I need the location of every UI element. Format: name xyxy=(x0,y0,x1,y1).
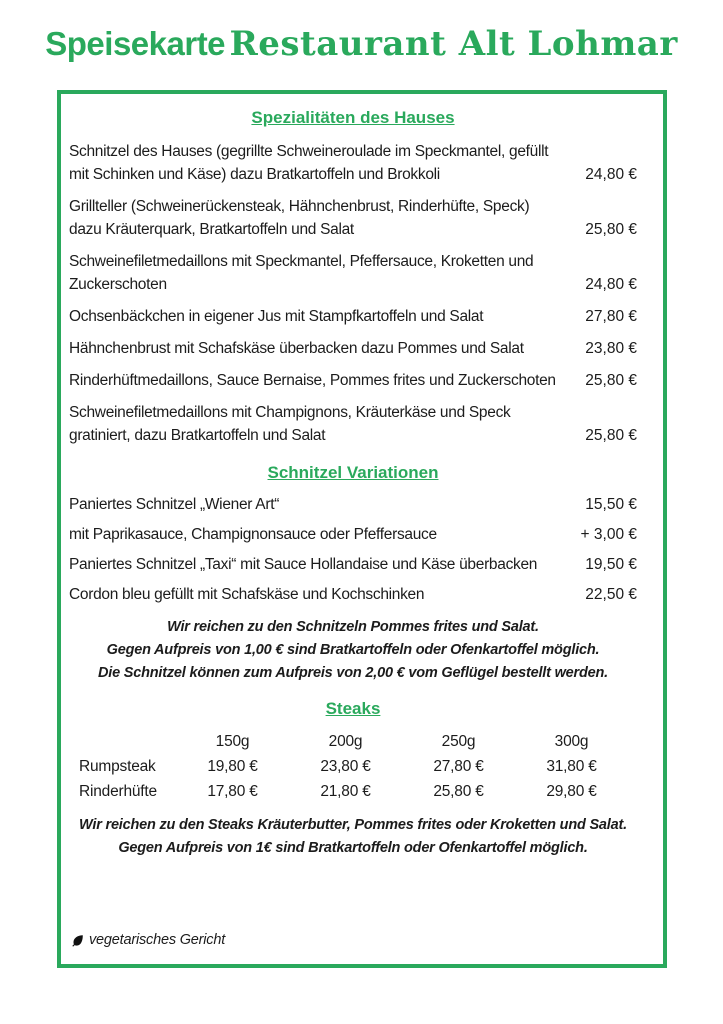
menu-item xyxy=(69,369,637,392)
menu-item xyxy=(69,140,637,186)
menu-item xyxy=(69,583,637,606)
item-line: Ochsenbäckchen in eigener Jus mit Stampfkartoffeln und Salat xyxy=(69,308,484,325)
steaks-table xyxy=(69,729,637,804)
steak-weight-header: 150g xyxy=(215,733,250,750)
item-price: 25,80 € xyxy=(585,221,637,238)
menu-item xyxy=(69,493,637,516)
menu-item xyxy=(69,401,637,447)
item-line: dazu Kräuterquark, Bratkartoffeln und Salat xyxy=(69,221,354,238)
section-heading-steaks: Steaks xyxy=(325,699,381,718)
section-heading-spezialitaeten: Spezialitäten des Hauses xyxy=(251,108,455,127)
vegetarian-legend xyxy=(71,932,225,948)
steaks-notes xyxy=(69,814,637,860)
steak-weight-header: 300g xyxy=(554,733,589,750)
menu-item xyxy=(69,195,637,241)
steak-price: 23,80 € xyxy=(320,758,371,775)
item-price: + 3,00 € xyxy=(580,526,637,543)
schnitzel-notes xyxy=(69,616,637,685)
item-line: Schweinefiletmedaillons mit Speckmantel, Pfeffersauce, Kroketten und xyxy=(69,253,534,270)
page-title xyxy=(0,24,723,64)
note-line: Die Schnitzel können zum Aufpreis von 2,00 € vom Geflügel bestellt werden. xyxy=(97,665,608,681)
item-line: mit Schinken und Käse) dazu Bratkartoffeln und Brokkoli xyxy=(69,166,440,183)
item-price: 15,50 € xyxy=(585,496,637,513)
item-line: gratiniert, dazu Bratkartoffeln und Salat xyxy=(69,427,326,444)
note-line: Wir reichen zu den Schnitzeln Pommes frites und Salat. xyxy=(167,619,539,635)
item-price: 22,50 € xyxy=(585,586,637,603)
menu-border-box xyxy=(57,90,667,968)
menu-item xyxy=(69,523,637,546)
note-line: Gegen Aufpreis von 1€ sind Bratkartoffeln oder Ofenkartoffel möglich. xyxy=(118,840,588,856)
menu-item xyxy=(69,250,637,296)
item-price: 25,80 € xyxy=(585,427,637,444)
item-line: Schweinefiletmedaillons mit Champignons, Kräuterkäse und Speck xyxy=(69,404,511,421)
steak-row-name: Rinderhüfte xyxy=(79,783,157,800)
title-speisekarte: Speisekarte xyxy=(45,25,226,62)
steak-price: 21,80 € xyxy=(320,783,371,800)
steak-price: 19,80 € xyxy=(207,758,258,775)
title-restaurant-name: Restaurant Alt Lohmar xyxy=(229,24,678,64)
item-line: mit Paprikasauce, Champignonsauce oder Pfeffersauce xyxy=(69,526,437,543)
item-price: 27,80 € xyxy=(585,308,637,325)
item-price: 23,80 € xyxy=(585,340,637,357)
item-line: Paniertes Schnitzel „Taxi“ mit Sauce Hollandaise und Käse überbacken xyxy=(69,556,538,573)
item-price: 24,80 € xyxy=(585,166,637,183)
item-line: Grillteller (Schweinerückensteak, Hähnchenbrust, Rinderhüfte, Speck) xyxy=(69,198,530,215)
steak-header-spacer xyxy=(69,729,176,754)
menu-item xyxy=(69,553,637,576)
steak-weight-header: 250g xyxy=(441,733,476,750)
item-price: 19,50 € xyxy=(585,556,637,573)
section-heading-schnitzel-variationen: Schnitzel Variationen xyxy=(267,463,439,482)
steak-price: 31,80 € xyxy=(546,758,597,775)
steak-price: 25,80 € xyxy=(433,783,484,800)
menu-item xyxy=(69,305,637,328)
vegetarian-legend-label: vegetarisches Gericht xyxy=(89,932,226,948)
leaf-icon xyxy=(71,934,84,947)
item-price: 25,80 € xyxy=(585,372,637,389)
steak-price: 27,80 € xyxy=(433,758,484,775)
item-line: Schnitzel des Hauses (gegrillte Schweineroulade im Speckmantel, gefüllt xyxy=(69,143,549,160)
item-line: Cordon bleu gefüllt mit Schafskäse und Kochschinken xyxy=(69,586,425,603)
note-line: Gegen Aufpreis von 1,00 € sind Bratkartoffeln oder Ofenkartoffel möglich. xyxy=(106,642,600,658)
menu-item xyxy=(69,337,637,360)
steak-price: 29,80 € xyxy=(546,783,597,800)
item-line: Paniertes Schnitzel „Wiener Art“ xyxy=(69,496,280,513)
steak-price: 17,80 € xyxy=(207,783,258,800)
steak-row-name: Rumpsteak xyxy=(79,758,156,775)
item-line: Rinderhüftmedaillons, Sauce Bernaise, Pommes frites und Zuckerschoten xyxy=(69,372,556,389)
item-line: Zuckerschoten xyxy=(69,276,167,293)
steak-weight-header: 200g xyxy=(328,733,363,750)
note-line: Wir reichen zu den Steaks Kräuterbutter, Pommes frites oder Kroketten und Salat. xyxy=(79,817,627,833)
item-line: Hähnchenbrust mit Schafskäse überbacken dazu Pommes und Salat xyxy=(69,340,524,357)
item-price: 24,80 € xyxy=(585,276,637,293)
